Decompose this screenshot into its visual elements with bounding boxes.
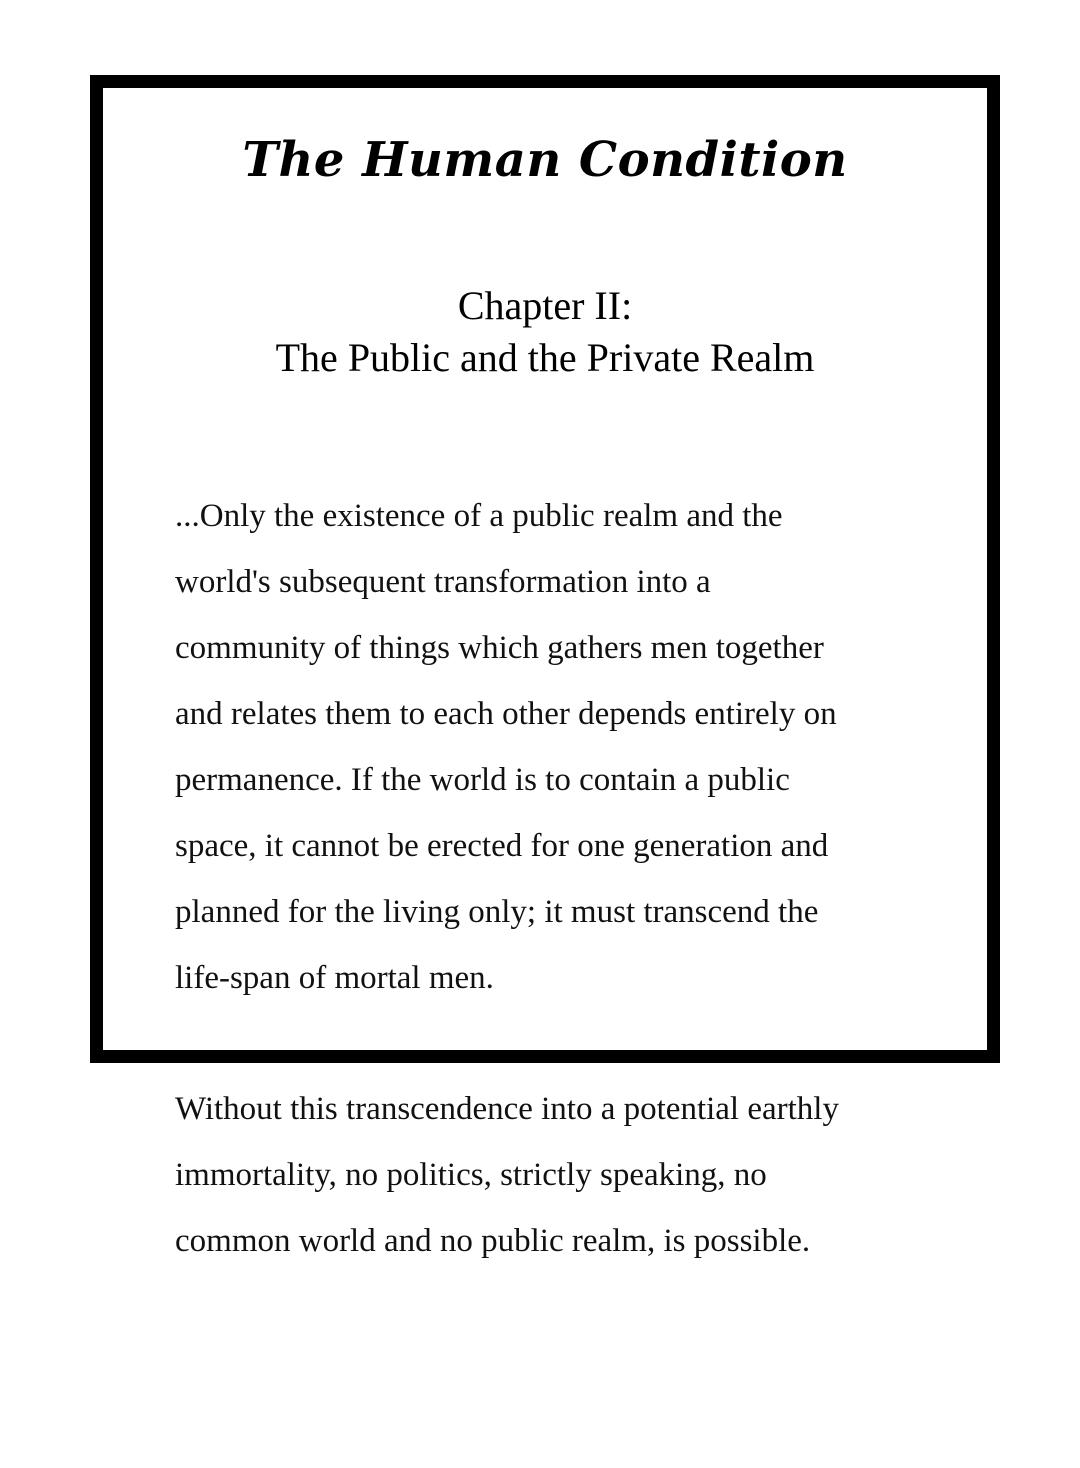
- paragraph-line: world's subsequent transformation into a: [175, 564, 711, 600]
- paragraph-line: ...Only the existence of a public realm and the: [175, 498, 783, 534]
- paragraph-line: immortality, no politics, strictly speaking, no: [175, 1157, 767, 1193]
- paragraph-line: life-span of mortal men.: [175, 960, 494, 996]
- paragraph-line: community of things which gathers men together: [175, 630, 824, 666]
- paragraph-line: planned for the living only; it must transcend the: [175, 894, 819, 930]
- paragraph-line: Without this transcendence into a potential earthly: [175, 1091, 839, 1127]
- paragraph-line: permanence. If the world is to contain a public: [175, 762, 790, 798]
- chapter-number: Chapter II:: [457, 283, 633, 328]
- paragraph-line: common world and no public realm, is possible.: [175, 1223, 811, 1259]
- paragraph-1: [175, 483, 935, 1011]
- chapter-heading: [103, 280, 987, 384]
- chapter-title: The Public and the Private Realm: [275, 335, 815, 380]
- paragraph-2: [175, 1076, 935, 1274]
- paragraph-line: space, it cannot be erected for one generation and: [175, 828, 829, 864]
- paragraph-line: and relates them to each other depends entirely on: [175, 696, 837, 732]
- book-title: The Human Condition: [242, 132, 848, 188]
- page-frame: [90, 75, 1000, 1259]
